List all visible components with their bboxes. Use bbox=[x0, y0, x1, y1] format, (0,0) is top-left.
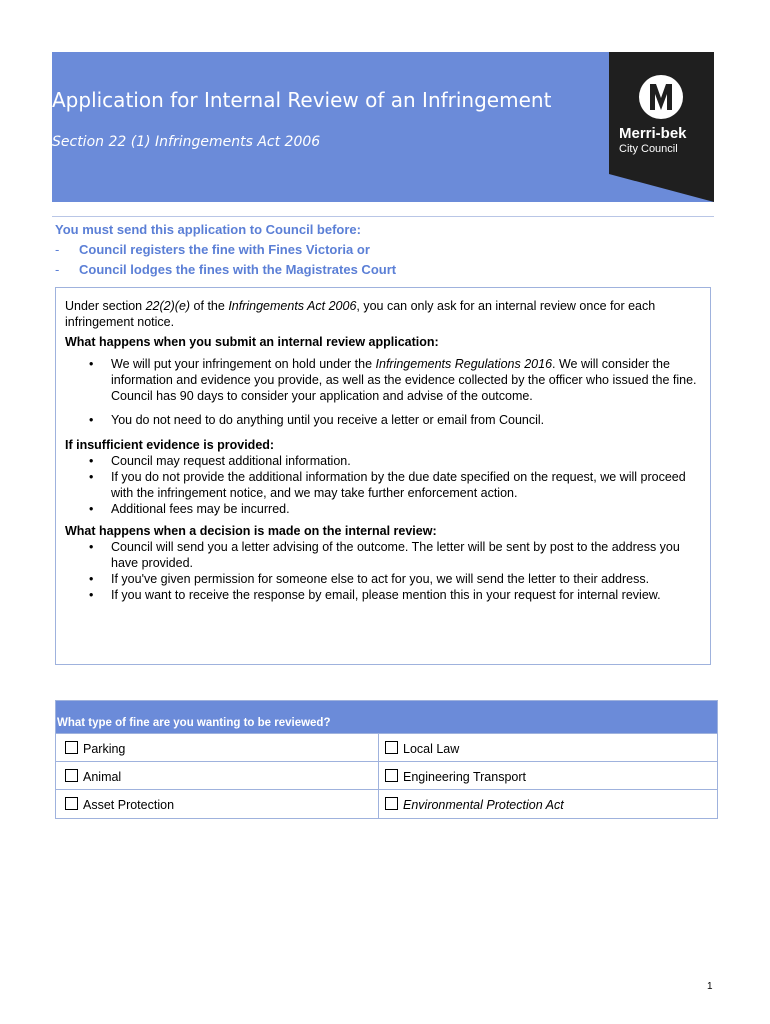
section-heading: If insufficient evidence is provided: bbox=[65, 438, 275, 452]
page-title: Application for Internal Review of an Infringement bbox=[52, 88, 552, 112]
list-item: • If you want to receive the response by email, please mention this in your request for internal review. bbox=[89, 588, 661, 602]
list-item: • Council will send you a letter advising of the outcome. The letter will be sent by post to the address you have provided. bbox=[89, 540, 680, 570]
section-heading: What happens when you submit an internal review application: bbox=[65, 335, 439, 349]
divider bbox=[52, 216, 714, 217]
checkbox[interactable] bbox=[385, 769, 398, 782]
table-row bbox=[56, 789, 717, 818]
fine-type-question: What type of fine are you wanting to be reviewed? bbox=[56, 701, 717, 733]
list-item: • If you do not provide the additional information by the due date specified on the request, we will proceed with the infringement notice, and we may take further enforcement action. bbox=[89, 470, 686, 500]
option-asset-protection[interactable]: Asset Protection bbox=[56, 790, 378, 818]
option-local-law[interactable]: Local Law bbox=[378, 734, 717, 761]
section-heading: What happens when a decision is made on the internal review: bbox=[65, 524, 437, 538]
page-subtitle: Section 22 (1) Infringements Act 2006 bbox=[52, 134, 321, 150]
page-number: 1 bbox=[707, 981, 713, 992]
intro-text: Under section 22(2)(e) of the Infringements Act 2006, you can only ask for an internal review once for each infringement notice. bbox=[65, 299, 656, 329]
list-item: • We will put your infringement on hold under the Infringements Regulations 2016. We will consider the information and evidence you provide, as well as the evidence collected by the officer who issued the fine. Council has 90 days to consider your application and advise of the outcome. bbox=[89, 357, 697, 403]
notice-line-3: Council lodges the fines with the Magistrates Court bbox=[79, 262, 397, 277]
table-row bbox=[56, 733, 717, 761]
checkbox[interactable] bbox=[385, 797, 398, 810]
table-row bbox=[56, 761, 717, 789]
bullet-list bbox=[65, 356, 710, 428]
option-environmental-protection-act[interactable]: Environmental Protection Act bbox=[378, 790, 717, 818]
option-engineering-transport[interactable]: Engineering Transport bbox=[378, 762, 717, 789]
option-parking[interactable]: Parking bbox=[56, 734, 378, 761]
list-item: • If you've given permission for someone else to act for you, we will send the letter to their address. bbox=[89, 572, 650, 586]
list-item: • Council may request additional information. bbox=[89, 454, 351, 468]
bullet-list bbox=[65, 539, 710, 603]
notice-line-2: Council registers the fine with Fines Victoria or bbox=[79, 242, 370, 257]
list-item: • Additional fees may be incurred. bbox=[89, 502, 290, 516]
logo-text-2: City Council bbox=[619, 143, 678, 155]
checkbox[interactable] bbox=[65, 741, 78, 754]
option-animal[interactable]: Animal bbox=[56, 762, 378, 789]
logo-text-1: Merri-bek bbox=[619, 125, 687, 142]
list-item: • You do not need to do anything until you receive a letter or email from Council. bbox=[89, 413, 545, 427]
fine-type-table bbox=[55, 700, 718, 819]
checkbox[interactable] bbox=[65, 769, 78, 782]
notice-line-1: You must send this application to Council before: bbox=[55, 222, 361, 237]
council-logo bbox=[609, 52, 714, 202]
bullet-list bbox=[65, 453, 710, 517]
info-box bbox=[55, 287, 711, 665]
checkbox[interactable] bbox=[385, 741, 398, 754]
checkbox[interactable] bbox=[65, 797, 78, 810]
deadline-notice: You must send this application to Council before: - Council registers the fine with Fines Victoria or - Council lodges the fines with the Magistrates Court bbox=[55, 220, 715, 280]
